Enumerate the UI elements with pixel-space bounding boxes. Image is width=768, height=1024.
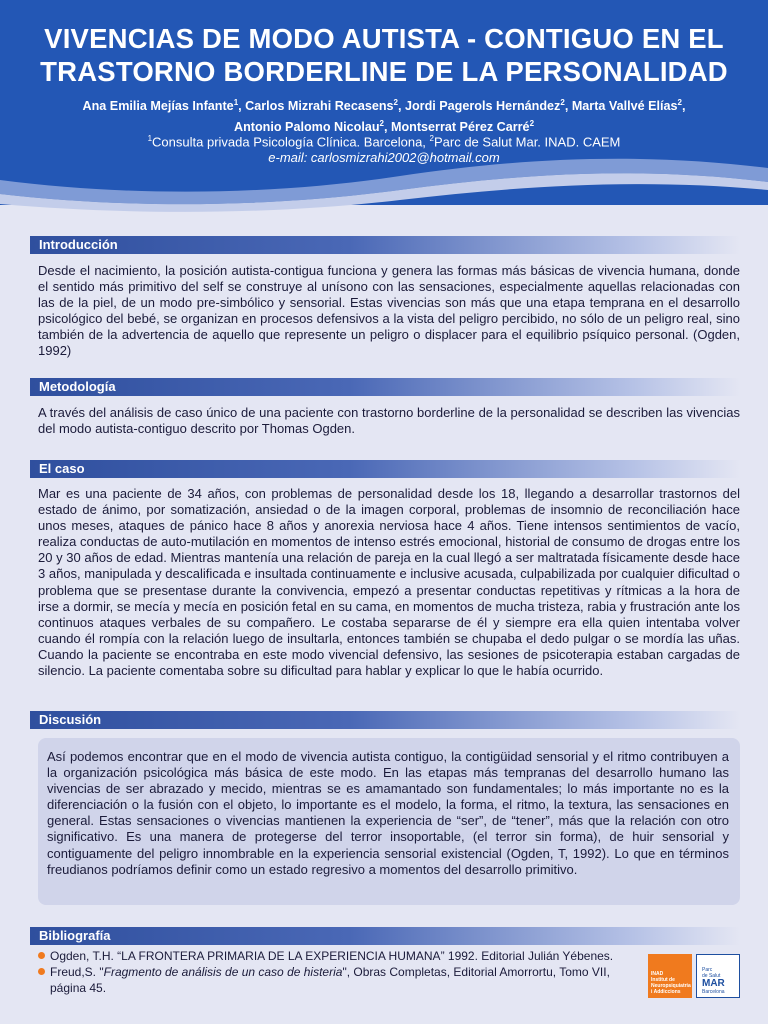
section-heading-bibliografia: Bibliografía	[30, 927, 740, 945]
section-heading-el-caso: El caso	[30, 460, 740, 478]
bullet-icon	[38, 952, 45, 959]
title-line-2: TRASTORNO BORDERLINE DE LA PERSONALIDAD	[40, 56, 728, 87]
author-name: Carlos Mizrahi Recasens	[245, 99, 394, 114]
poster-title	[0, 22, 768, 88]
bibliography-list	[38, 948, 638, 996]
bibliography-item: Freud,S. "Fragmento de análisis de un caso de histeria", Obras Completas, Editorial Amorrortu, Tomo VII, página 45.	[38, 964, 638, 996]
contact-email[interactable]: e-mail: carlosmizrahi2002@hotmail.com	[268, 150, 500, 166]
method-paragraph: A través del análisis de caso único de una paciente con trastorno borderline de la personalidad se describen las vivencias del modo autista-contiguo descrito por Thomas Ogden.	[38, 405, 740, 437]
author-affiliation-mark: 2	[379, 119, 384, 129]
author-name: Marta Vallvé Elías	[571, 99, 678, 114]
inad-logo: INAD Institut de Neuropsiquiatria i Addiccions	[648, 954, 692, 998]
author-affiliation-mark: 2	[393, 98, 398, 107]
author-name: Montserrat Pérez Carré	[390, 120, 530, 135]
affiliation-1: Consulta privada Psicología Clínica. Barcelona,	[152, 134, 430, 150]
case-paragraph: Mar es una paciente de 34 años, con problemas de personalidad desde los 18, llegando a desarrollar trastornos del estado de ánimo, por somatización, ansiedad o de la imagen corporal, problemas de insomnio de reconciliación hace unos meses, ataques de pánico hace 8 años y anorexia nerviosa hace 4 años. Tiene intensos sentimientos de vacío, realiza conductas de auto-mutilación en momentos de intenso estrés emocional, historial de consumo de drogas entre los 20 y 30 años de edad. Mientras mantenía una relación de pareja en la cual llegó a ser maltratada físicamente desde hace 3 años, manipulada y descalificada e insultada continuamente e inclusive acusada, culpabilizada por cualquier dificultad o problema que se presentase durante la convivencia, empezó a presentar conductas repetitivas y rítmicas a la hora de irse a dormir, se mecía y mecía en posición fetal en su cama, en momentos de mucha tristeza, rabia y frustración ante los continuos ataques verbales de su compañero. Le costaba separarse de él y siempre era ella quien intentaba volver cuando él rompía con la relación luego de insultarla, entonces también se chupaba el dedo pulgar o se mordía las uñas. Cuando la paciente se encontraba en este modo vivencial defensivo, las sesiones de psicoterapia estaban cargadas de silencio. La paciente comentaba sobre su dificultad para hablar y explicar lo que le había ocurrido.	[38, 486, 740, 679]
bibliography-book-title: Fragmento de análisis de un caso de histeria	[103, 965, 343, 979]
author-name: Jordi Pagerols Hernández	[404, 99, 561, 114]
author-name: Ana Emilia Mejías Infante	[82, 99, 234, 114]
bullet-icon	[38, 968, 45, 975]
author-list: Ana Emilia Mejías Infante$^1$, Carlos Mizrahi Recasens$^2$, Jordi Pagerols Hernández$^2$, Marta Vallvé Elías$^2$, Antonio Palomo Nicolau$^2$, Montserrat Pérez Carré$^2$	[82, 98, 686, 135]
author-affiliation-mark: 2	[529, 119, 535, 129]
affiliation-2: Parc de Salut Mar. INAD. CAEM	[433, 134, 621, 150]
parc-salut-mar-logo: Parc de Salut MAR Barcelona	[696, 954, 740, 998]
section-heading-introduccion: Introducción	[30, 236, 740, 254]
author-affiliation-mark: 2	[560, 98, 565, 107]
author-affiliation-mark: 1	[233, 98, 239, 107]
author-name: Antonio Palomo Nicolau	[233, 120, 380, 135]
section-heading-metodologia: Metodología	[30, 378, 740, 396]
intro-paragraph: Desde el nacimiento, la posición autista-contigua funciona y genera las formas más básicas de vivencia humana, donde el sentido más primitivo del self se construye al unísono con las sensaciones, especialmente aquellas relacionadas con las de la piel, de un modo pre-simbólico y sensorial. Estas vivencias son más que una etapa temprana en el desarrollo psicológico del bebé, se organizan en procesos defensivos a la vista del peligro percibido, no sólo de un peligro real, sino también de la advertencia de aquello que represente un peligro o displacer para el equilibrio psíquico personal. (Ogden, 1992)	[38, 263, 740, 359]
title-line-1: VIVENCIAS DE MODO AUTISTA - CONTIGUO EN EL	[44, 23, 724, 54]
section-heading-discusion: Discusión	[30, 711, 740, 729]
author-affiliation-mark: 2	[677, 98, 682, 107]
bibliography-item: Ogden, T.H. “LA FRONTERA PRIMARIA DE LA EXPERIENCIA HUMANA” 1992. Editorial Julián Yébenes.	[38, 948, 638, 964]
discussion-paragraph: Así podemos encontrar que en el modo de vivencia autista contiguo, la contigüidad sensorial y el ritmo contribuyen a la organización psicológica más básica de este modo. En las etapas más tempranas del desarrollo humano las vivencias de ser abrazado y mecido, mientras se es amamantado son fundamentales; lo más importante no es la diferenciación o la fusión con el objeto, lo importante es el modelo, la forma, el ritmo, la textura, las sensaciones en general. Estas sensaciones o vivencias mantienen la experiencia de “ser”, de “tener”, más que la relación con otro significativo. Es una manera de protegerse del terror insoportable, (el terror sin forma), de huir sensorial y contiguamente del peligro innombrable en la experiencia sensorial existencial (Ogden, T, 1992). Lo que en términos freudianos podríamos definir como un estado regresivo a momentos del desarrollo primitivo.	[47, 749, 729, 877]
affiliations: $^1$Consulta privada Psicología Clínica. Barcelona, $^2$Parc de Salut Mar. INAD. CAEM e-mail: carlosmizrahi2002@hotmail.com	[0, 131, 768, 166]
